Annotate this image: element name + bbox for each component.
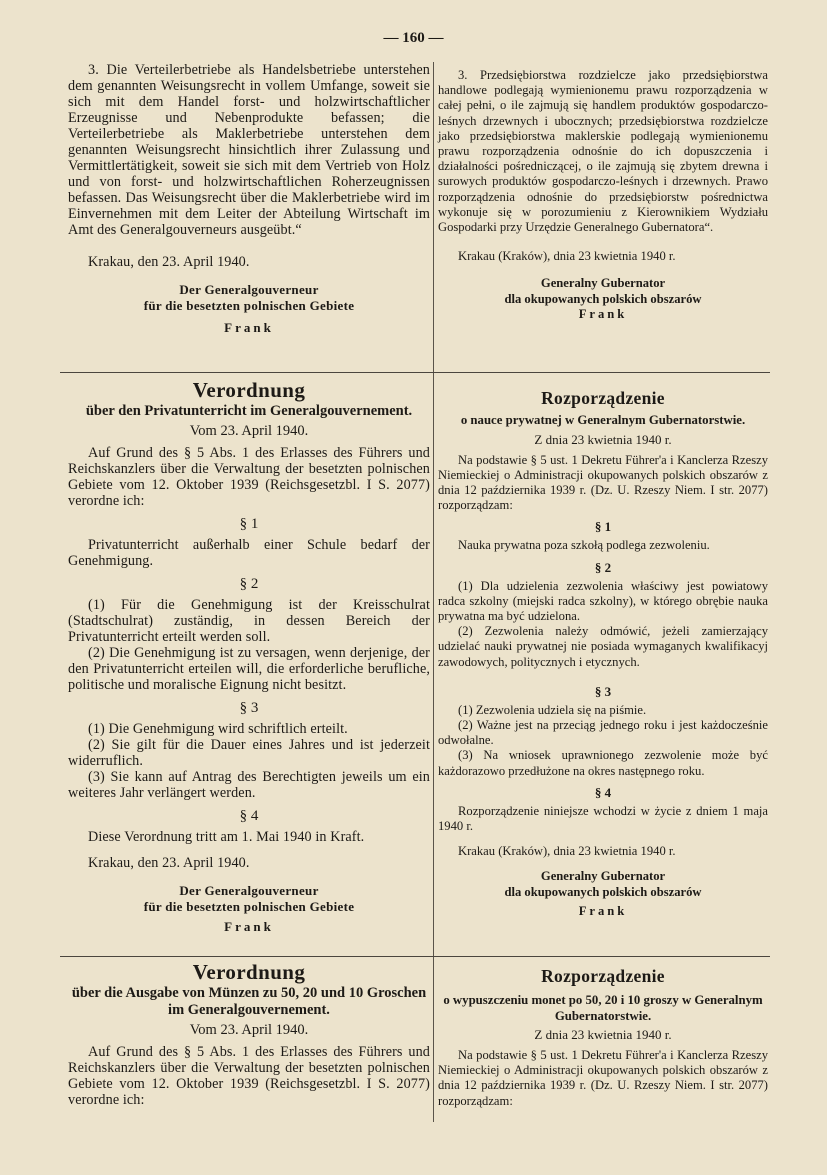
block3-german — [68, 960, 430, 1108]
block1-german — [68, 62, 430, 336]
german-section-4: § 4 — [239, 808, 259, 824]
polish-signature-subtitle: dla okupowanych polskich obszarów — [504, 884, 702, 899]
german-section-4-text: Diese Verordnung tritt am 1. Mai 1940 in Kraft. — [88, 829, 365, 845]
polish-section-3-para-2: (2) Ważne jest na przeciąg jednego roku i jest każdocześnie odwołalne. — [438, 717, 768, 748]
german-section-3-para-1: (1) Die Genehmigung wird schriftlich erteilt. — [88, 721, 348, 737]
german-decree-subtitle: über den Privatunterricht im Generalgouvernement. — [85, 403, 413, 419]
polish-decree-title: Rozporządzenie — [541, 388, 665, 408]
polish-decree-title: Rozporządzenie — [541, 966, 665, 986]
german-decree-date: Vom 23. April 1940. — [189, 423, 309, 439]
polish-section-2-para-2: (2) Zezwolenia należy odmówić, jeżeli zamierzający udzielać nauki prywatnej nie posiada wymaganych kwalifikacyj zawodowych, politycznych i etycznych. — [438, 624, 768, 669]
polish-section-2-para-1: (1) Dla udzielenia zezwolenia właściwy jest powiatowy radca szkolny (miejski radca szkolny), w którego obrębie nauka prywatna ma być udzielona. — [438, 578, 768, 623]
german-signature-name: Frank — [224, 320, 274, 335]
german-decree-subtitle: über die Ausgabe von Münzen zu 50, 20 und 10 Groschen im Generalgouvernement. — [71, 985, 427, 1018]
block3-polish — [438, 966, 768, 1109]
german-signature-subtitle: für die besetzten polnischen Gebiete — [143, 899, 355, 914]
polish-decree-date: Z dnia 23 kwietnia 1940 r. — [534, 1027, 672, 1042]
german-place-date: Krakau, den 23. April 1940. — [88, 254, 250, 270]
german-section-3-para-2: (2) Sie gilt für die Dauer eines Jahres und ist jederzeit widerruflich. — [68, 737, 430, 769]
german-signature-title: Der Generalgouverneur — [179, 883, 319, 898]
german-decree-title: Verordnung — [192, 378, 306, 402]
polish-section-4: § 4 — [594, 784, 612, 800]
polish-signature-subtitle: dla okupowanych polskich obszarów — [504, 291, 702, 306]
polish-paragraph: 3. Przedsiębiorstwa rozdzielcze jako przedsiębiorstwa handlowe podlegają wymienionemu prawu rozporządzenia w całej pełni, o ile zajmują się handlem produktów gospodarczo-leśnych drzewnych i ubocznych; przedsiębiorstwa rozdzielcze jako przedsiębiorstwa maklerskie podlegają wymienionemu prawu rozporządzenia odnośnie do ich dopuszczenia i działalności pośredniczącej, o ile zajmują się zbytem drewna i surowych produktów gospodarczo-leśnych i drzewnych. Prawo rozporządzenia odnośnie do przedsiębiorstw pośrednictwa wykonuje się w porozumieniu z Kierownikiem Wydziału Gospodarki przy Urzędzie Generalnego Gubernatora“. — [438, 68, 768, 235]
german-section-2-para-2: (2) Die Genehmigung ist zu versagen, wenn derjenige, der den Privatunterricht erteilen will, die erforderliche berufliche, politische und moralische Eignung nicht besitzt. — [68, 645, 430, 693]
polish-intro: Na podstawie § 5 ust. 1 Dekretu Führer'a i Kanclerza Rzeszy Niemieckiej o Administracji okupowanych polskich obszarów z dnia 12 października 1939 r. (Dz. U. Rzeszy Niem. I str. 2077) rozporządzam: — [438, 1048, 768, 1108]
block1-polish — [438, 68, 768, 323]
polish-section-3-para-3: (3) Na wniosek uprawnionego zezwolenie może być każdorazowo przedłużone na okres następnego roku. — [438, 748, 768, 778]
german-section-3-para-3: (3) Sie kann auf Antrag des Berechtigten jeweils um ein weiteres Jahr verlängert werden. — [68, 769, 430, 801]
german-section-2: § 2 — [239, 576, 259, 592]
german-decree-date: Vom 23. April 1940. — [189, 1022, 309, 1038]
polish-signature-name: Frank — [578, 307, 628, 322]
polish-place-date: Krakau (Kraków), dnia 23 kwietnia 1940 r. — [458, 249, 676, 264]
polish-section-3-para-1: (1) Zezwolenia udziela się na piśmie. — [458, 702, 647, 717]
block2-german — [68, 378, 430, 935]
section-separator — [60, 956, 770, 957]
polish-intro: Na podstawie § 5 ust. 1 Dekretu Führer'a i Kanclerza Rzeszy Niemieckiej o Administracji okupowanych polskich obszarów z dnia 12 października 1939 r. (Dz. U. Rzeszy Niem. I str. 2077) rozporządzam: — [438, 452, 768, 513]
german-place-date: Krakau, den 23. April 1940. — [88, 855, 250, 871]
german-section-1-text: Privatunterricht außerhalb einer Schule bedarf der Genehmigung. — [68, 537, 430, 569]
polish-place-date: Krakau (Kraków), dnia 23 kwietnia 1940 r. — [458, 844, 676, 859]
german-section-3: § 3 — [239, 700, 259, 716]
german-decree-title: Verordnung — [192, 960, 306, 984]
german-signature-title: Der Generalgouverneur — [179, 282, 319, 297]
polish-decree-subtitle: o wypuszczeniu monet po 50, 20 i 10 groszy w Generalnym Gubernatorstwie. — [443, 993, 763, 1023]
page-number: — 160 — — [383, 30, 444, 46]
german-section-1: § 1 — [239, 516, 259, 532]
polish-section-1: § 1 — [594, 519, 612, 535]
german-signature-subtitle: für die besetzten polnischen Gebiete — [143, 298, 355, 313]
polish-signature-name: Frank — [578, 904, 628, 919]
polish-section-4-text: Rozporządzenie niniejsze wchodzi w życie z dniem 1 maja 1940 r. — [438, 803, 768, 833]
section-separator — [60, 372, 770, 373]
german-signature-name: Frank — [224, 919, 274, 934]
polish-decree-date: Z dnia 23 kwietnia 1940 r. — [534, 431, 672, 447]
block2-polish — [438, 388, 768, 920]
polish-section-3: § 3 — [594, 683, 612, 699]
german-intro: Auf Grund des § 5 Abs. 1 des Erlasses des Führers und Reichskanzlers über die Verwaltung der besetzten polnischen Gebiete vom 12. Oktober 1939 (Reichsgesetzbl. I S. 2077) verordne ich: — [68, 445, 430, 509]
polish-signature-title: Generalny Gubernator — [540, 869, 666, 884]
polish-section-2: § 2 — [594, 559, 612, 575]
polish-signature-title: Generalny Gubernator — [540, 276, 666, 291]
german-section-2-para-1: (1) Für die Genehmigung ist der Kreisschulrat (Stadtschulrat) zuständig, in dessen Bereich der Privatunterricht erteilt werden soll. — [68, 597, 430, 645]
german-paragraph: 3. Die Verteilerbetriebe als Handelsbetriebe unterstehen dem genannten Weisungsrecht in vollem Umfange, soweit sie sich mit dem Handel forst- und holzwirtschaftlicher Erzeugnisse und Nebenprodukte befassen; die Verteilerbetriebe als Maklerbetriebe unterstehen dem genannten Weisungsrecht hinsichtlich ihrer Zulassung und Vermittlertätigkeit, soweit sie sich mit dem Vertrieb von Holz und von forst- und holzwirtschaftlichen Roherzeugnissen befassen. Das Weisungsrecht über die Maklerbetriebe wird im Einvernehmen mit dem Leiter der Abteilung Wirtschaft im Amt des Generalgouverneurs ausgeübt.“ — [68, 62, 430, 238]
polish-decree-subtitle: o nauce prywatnej w Generalnym Gubernatorstwie. — [460, 413, 746, 427]
german-intro: Auf Grund des § 5 Abs. 1 des Erlasses des Führers und Reichskanzlers über die Verwaltung der besetzten polnischen Gebiete vom 12. Oktober 1939 (Reichsgesetzbl. I S. 2077) verordne ich: — [68, 1044, 430, 1108]
polish-section-1-text: Nauka prywatna poza szkołą podlega zezwoleniu. — [458, 538, 710, 553]
column-divider — [433, 62, 434, 1122]
